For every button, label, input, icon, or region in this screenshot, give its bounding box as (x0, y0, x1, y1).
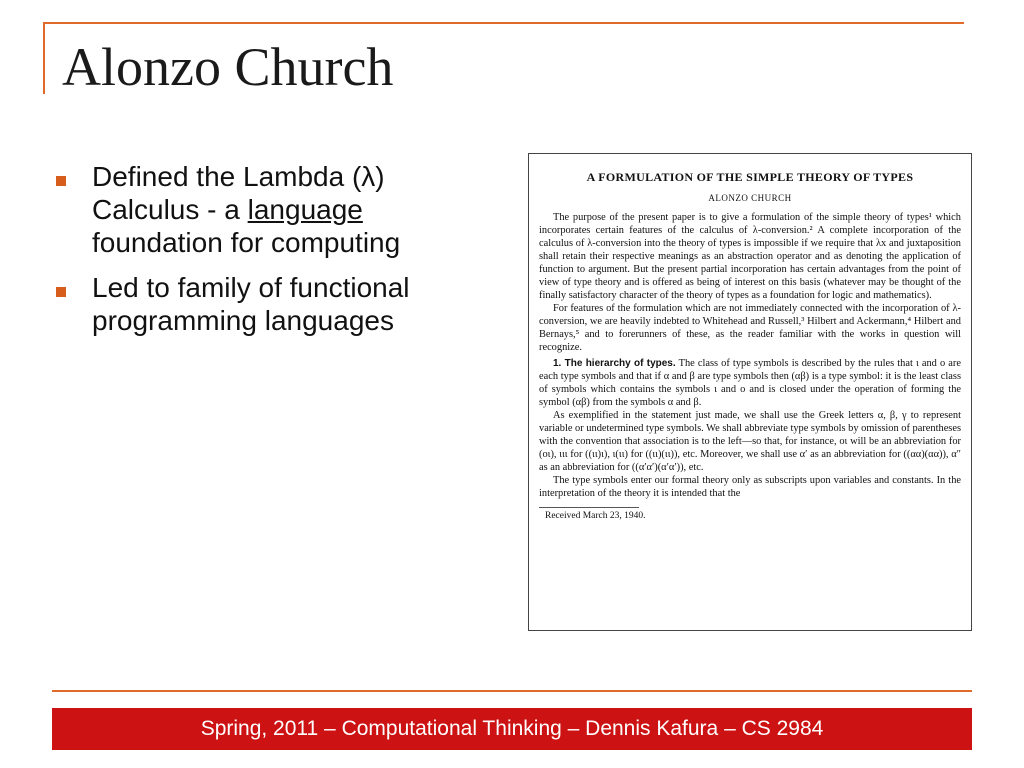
paper-section-paragraph (539, 357, 961, 410)
bullet-text-end: foundation for computing (92, 227, 401, 259)
bullet-item (52, 160, 492, 259)
footer-bar (52, 708, 972, 750)
bullet-underlined-word: language (247, 194, 363, 226)
paper-title: A FORMULATION OF THE SIMPLE THEORY OF TYPES (586, 170, 914, 184)
paper-paragraph: As exemplified in the statement just made, we shall use the Greek letters α, β, γ to represent variable or undetermined type symbols. We shall abbreviate type symbols by omission of parentheses with the convention that association is to the left—so that, for instance, oι will be an abbreviation for (oι), ιιι for ((ιι)ι), ι(ιι) for ((ιι)(ιι)), etc. Moreover, we shall use α′ as an abbreviation for ((αα)(αα)), α″ as an abbreviation for ((α′α′)(α′α′)), etc. (539, 410, 962, 474)
square-bullet-icon (56, 176, 66, 186)
paper-paragraph: The purpose of the present paper is to give a formulation of the simple theory of types¹ which incorporates certain features of the calculus of λ-conversion.² A complete incorporation of the calculus of λ-conversion into the theory of types is impossible if we require that λx and juxtaposition shall retain their respective meanings as an abstraction operator and as denoting the application of function to argument. But the present partial incorporation has certain advantages from the point of view of type theory and is offered as being of interest on this basis (whatever may be thought of the finally satisfactory character of the theory of types as a foundation for logic and mathematics). (539, 212, 961, 302)
footer-text: Spring, 2011 – Computational Thinking – Dennis Kafura – CS 2984 (200, 717, 824, 740)
paper-paragraph: For features of the formulation which are not immediately connected with the incorporation of λ-conversion, we are heavily indebted to Whitehead and Russell,³ Hilbert and Ackermann,⁴ Hilbert and Bernays,⁵ and to forerunners of these, as the reader familiar with the works in question will recognize. (539, 303, 961, 354)
title-accent-line (44, 22, 964, 24)
paper-excerpt-image (528, 153, 972, 631)
footnote-divider (539, 507, 639, 508)
footer-accent-line (52, 690, 972, 692)
title-accent-bar (43, 22, 45, 94)
slide-title: Alonzo Church (62, 37, 394, 97)
bullet-text-start: Defined the Lambda (λ) Calculus - a (92, 161, 385, 226)
square-bullet-icon (56, 287, 66, 297)
paper-paragraph: The type symbols enter our formal theory only as subscripts upon variables and constants. In the interpretation of the theory it is intended that the (539, 475, 961, 500)
paper-footnote: Received March 23, 1940. (545, 510, 646, 521)
paper-author: ALONZO CHURCH (708, 193, 792, 203)
paper-section-heading: 1. The hierarchy of types. (553, 357, 676, 369)
bullet-text: Led to family of functional programming languages (92, 272, 410, 337)
bullet-text (92, 161, 400, 258)
bullet-list (52, 160, 492, 349)
paper-section-text: The class of type symbols is described by the rules that ι and o are each type symbols and that if α and β are type symbols then (αβ) is a type symbol: it is the least class of symbols which contains the symbols ι and o and is closed under the operation of forming the symbol (αβ) from the symbols α and β. (539, 357, 961, 409)
bullet-item (52, 271, 492, 337)
